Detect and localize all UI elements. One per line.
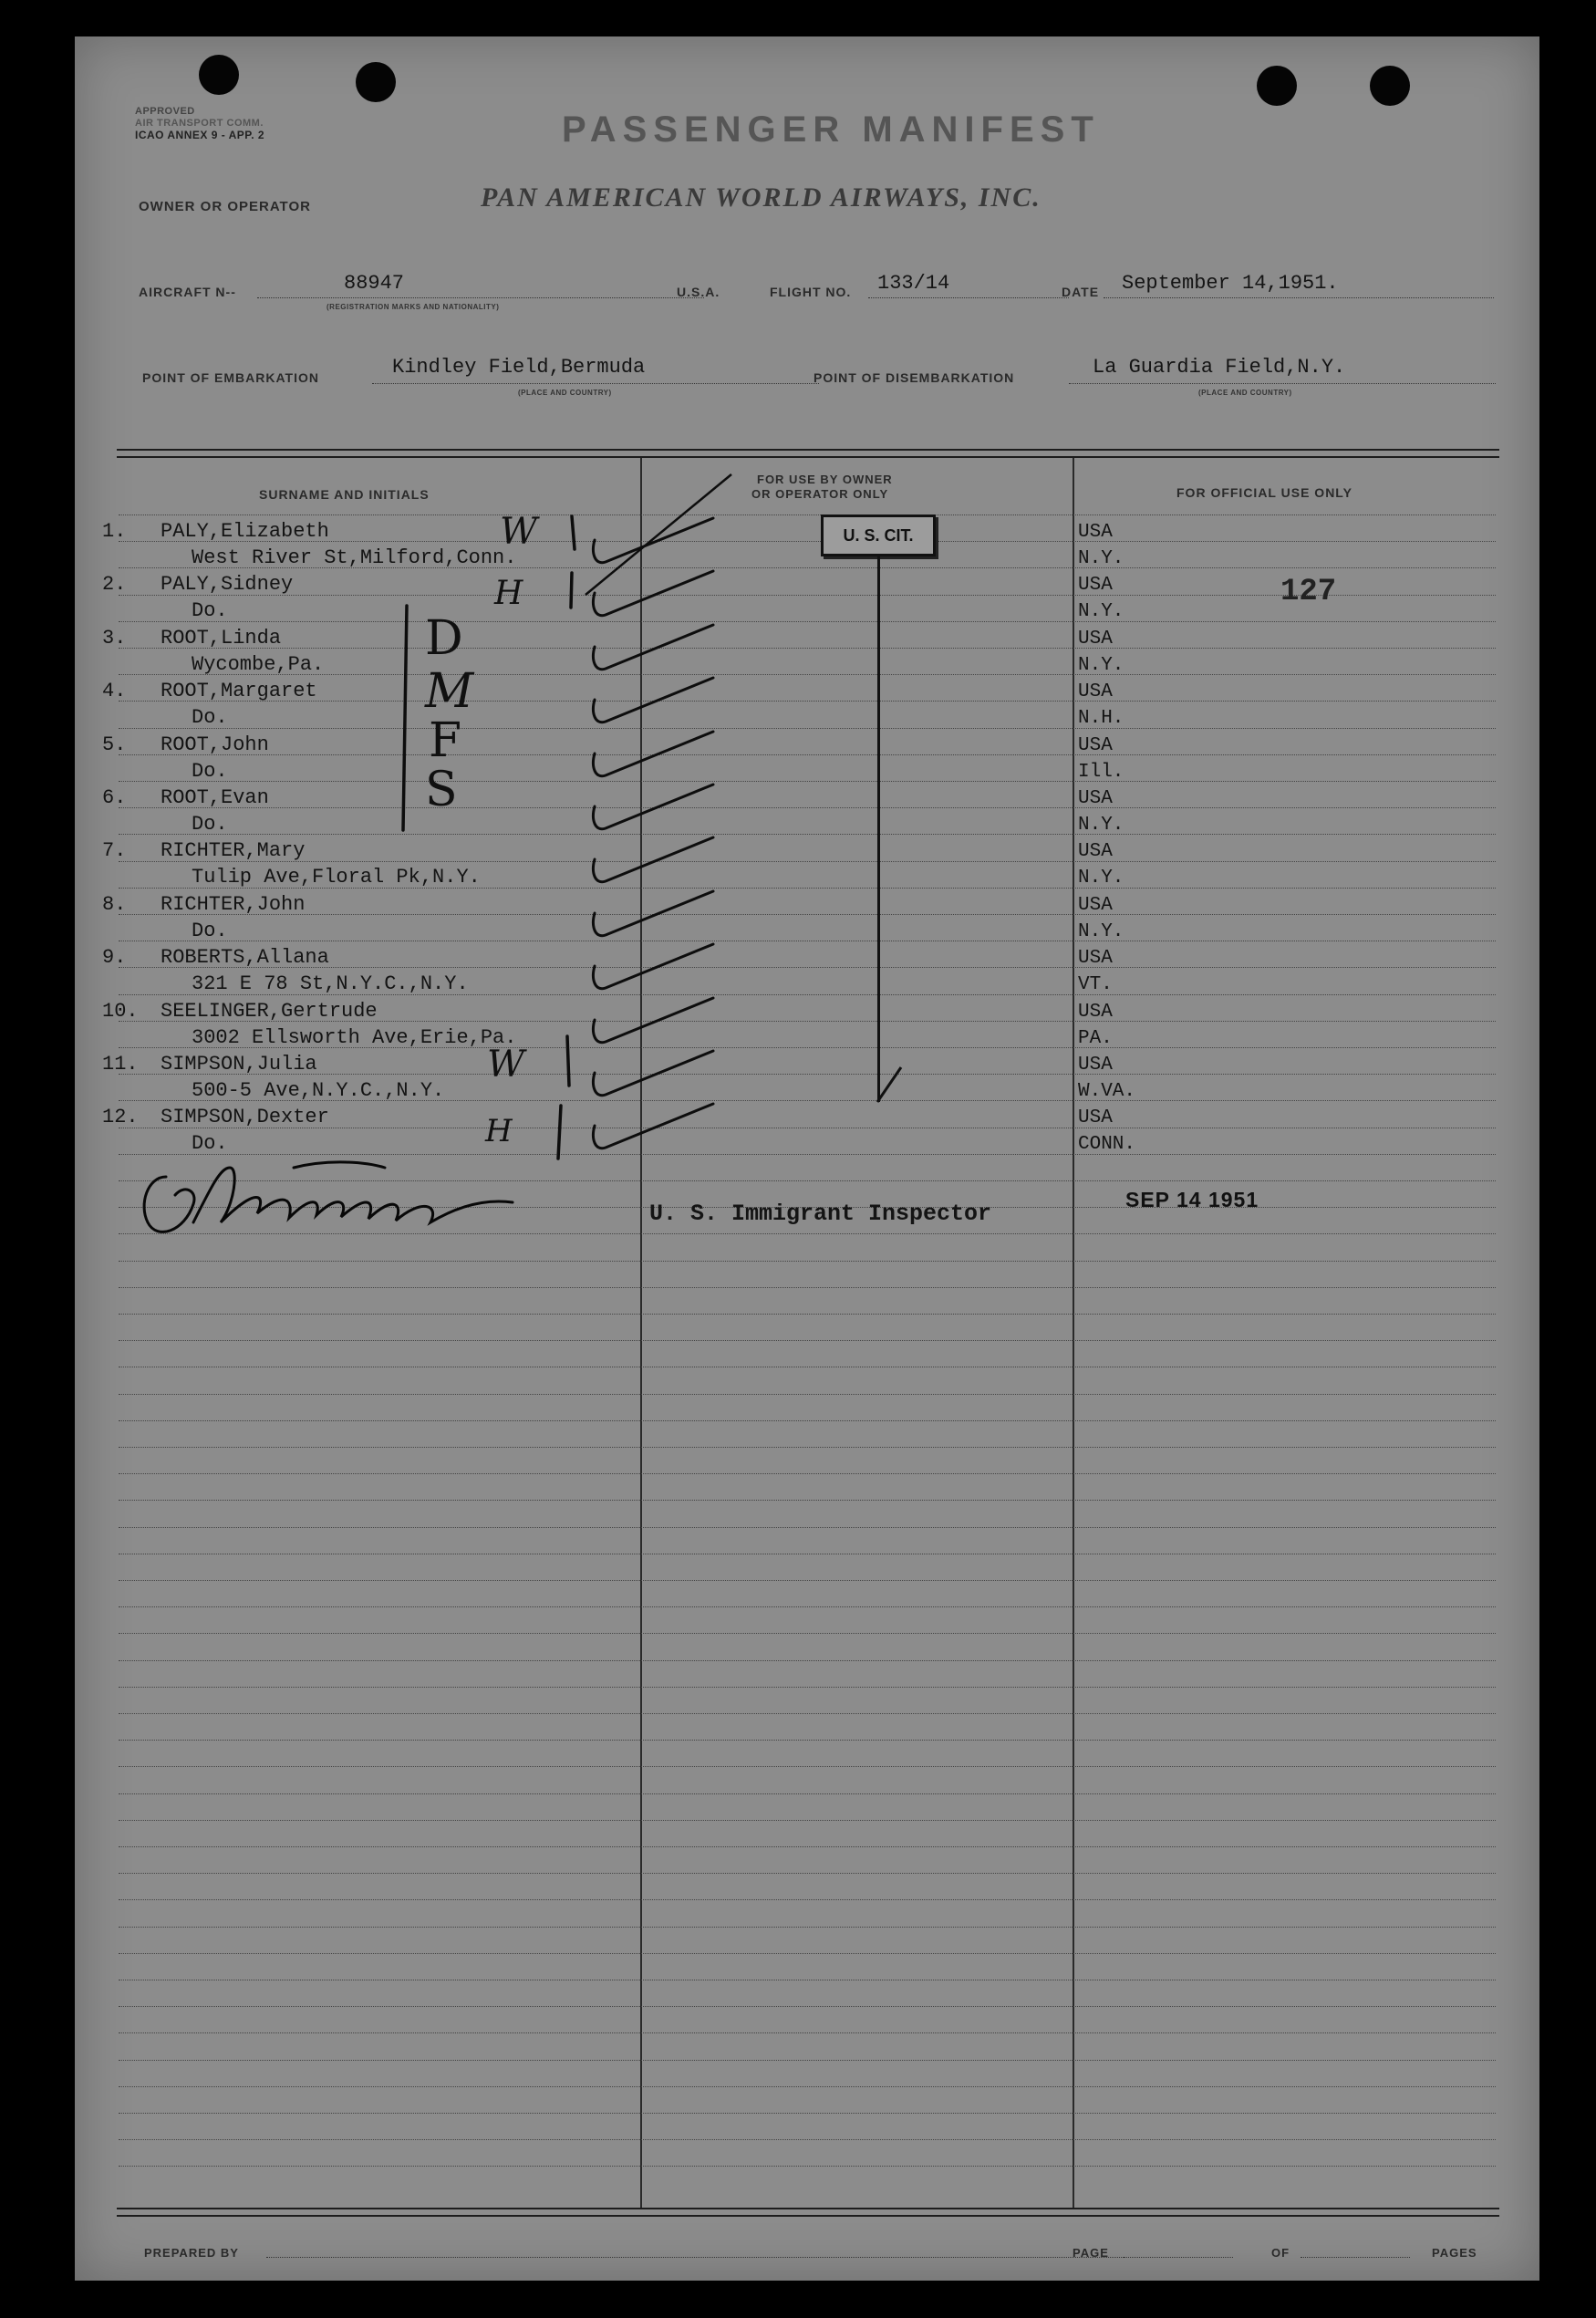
column-header-surname: SURNAME AND INITIALS [259, 487, 430, 502]
passenger-number: 11. [102, 1053, 139, 1076]
passenger-number: 12. [102, 1106, 139, 1128]
date-label: DATE [1062, 285, 1100, 299]
check-mark [594, 785, 714, 829]
passenger-address: West River St,Milford,Conn. [192, 546, 517, 569]
page-line [1124, 2257, 1233, 2258]
ruled-line [119, 1606, 1496, 1607]
check-mark [594, 891, 714, 936]
of-label: OF [1271, 2246, 1290, 2260]
passenger-number: 4. [102, 680, 127, 702]
passenger-citizenship: USA [1078, 575, 1113, 596]
passenger-number: 1. [102, 520, 127, 543]
passenger-state: VT. [1078, 974, 1113, 995]
ruled-line [119, 1660, 1496, 1661]
check-mark [594, 944, 714, 989]
signature [130, 1149, 640, 1250]
ruled-line [119, 1927, 1496, 1928]
ruled-line [119, 2139, 1496, 2140]
of-line [1301, 2257, 1410, 2258]
passenger-address: Do. [192, 706, 228, 729]
passenger-address: Do. [192, 813, 228, 836]
ruled-line [119, 1473, 1496, 1474]
passenger-citizenship: USA [1078, 522, 1113, 543]
embark-value: Kindley Field,Bermuda [392, 356, 646, 379]
mark-h1: H [494, 575, 523, 612]
passenger-state: N.Y. [1078, 815, 1124, 836]
passenger-citizenship: USA [1078, 629, 1113, 650]
passenger-citizenship: USA [1078, 841, 1113, 862]
passenger-name: PALY,Elizabeth [161, 520, 329, 543]
passenger-citizenship: USA [1078, 1002, 1113, 1023]
passenger-citizenship: USA [1078, 1107, 1113, 1128]
ruled-line [119, 2032, 1496, 2033]
ruled-line [119, 1580, 1496, 1581]
passenger-citizenship: USA [1078, 735, 1113, 756]
ruled-line [119, 1713, 1496, 1714]
passenger-name: ROOT,Linda [161, 627, 282, 650]
ruled-line [119, 1340, 1496, 1341]
passenger-citizenship: USA [1078, 788, 1113, 809]
passenger-number: 2. [102, 573, 127, 596]
ruled-line [119, 2166, 1496, 2167]
passenger-number: 10. [102, 1000, 139, 1023]
embark-place-note: (PLACE AND COUNTRY) [518, 389, 612, 397]
ruled-line [119, 2060, 1496, 2061]
disembark-value: La Guardia Field,N.Y. [1093, 356, 1346, 379]
ruled-line [119, 1846, 1496, 1847]
passenger-name: ROOT,Margaret [161, 680, 317, 702]
disembark-label: POINT OF DISEMBARKATION [814, 370, 1015, 385]
passenger-address: Do. [192, 760, 228, 783]
date-value: September 14,1951. [1122, 272, 1339, 295]
passenger-state: W.VA. [1078, 1081, 1136, 1102]
check-mark [594, 1104, 714, 1149]
mark-m: M [425, 664, 474, 719]
passenger-name: ROOT,Evan [161, 786, 269, 809]
mark-w1: W [500, 511, 538, 553]
passenger-state: N.Y. [1078, 548, 1124, 569]
passenger-state: N.Y. [1078, 868, 1124, 889]
ruled-line [119, 1873, 1496, 1874]
check-mark [594, 998, 714, 1043]
ruled-line [119, 1953, 1496, 1954]
passenger-citizenship: USA [1078, 948, 1113, 969]
passenger-citizenship: USA [1078, 1055, 1113, 1076]
passenger-number: 8. [102, 893, 127, 916]
embark-label: POINT OF EMBARKATION [142, 370, 319, 385]
mark-w2: W [487, 1044, 525, 1086]
check-mark [594, 678, 714, 722]
official-number: 127 [1280, 575, 1337, 609]
check-mark [594, 837, 714, 882]
flight-value: 133/14 [877, 272, 950, 295]
passenger-name: RICHTER,Mary [161, 839, 306, 862]
passenger-address: Do. [192, 1132, 228, 1155]
ruled-line [119, 1500, 1496, 1501]
column-header-owner-use-2: OR OPERATOR ONLY [751, 487, 889, 501]
ruled-line [119, 1740, 1496, 1741]
disembark-place-note: (PLACE AND COUNTRY) [1198, 389, 1292, 397]
passenger-number: 3. [102, 627, 127, 650]
check-mark [594, 732, 714, 776]
owner-label: OWNER OR OPERATOR [139, 199, 311, 214]
passenger-state: CONN. [1078, 1134, 1136, 1155]
approval-line-2: AIR TRANSPORT COMM. [135, 118, 264, 129]
mark-s: S [425, 763, 458, 817]
owner-value: PAN AMERICAN WORLD AIRWAYS, INC. [481, 182, 1042, 213]
approval-line-1: APPROVED [135, 106, 195, 117]
aircraft-label: AIRCRAFT N-- [139, 285, 236, 299]
passenger-name: ROOT,John [161, 733, 269, 756]
inspector-label: U. S. Immigrant Inspector [649, 1201, 992, 1227]
passenger-number: 7. [102, 839, 127, 862]
table-bottom-rule [117, 2215, 1499, 2217]
passenger-address: 500-5 Ave,N.Y.C.,N.Y. [192, 1079, 445, 1102]
ruled-line [119, 1314, 1496, 1315]
passenger-address: Do. [192, 920, 228, 942]
ruled-line [119, 1420, 1496, 1421]
passenger-citizenship: USA [1078, 681, 1113, 702]
nationality: U.S.A. [677, 285, 720, 299]
aircraft-value: 88947 [344, 272, 405, 295]
us-citizen-stamp-text: U. S. CIT. [843, 526, 914, 545]
passenger-name: RICHTER,John [161, 893, 306, 916]
passenger-name: SIMPSON,Julia [161, 1053, 317, 1076]
passenger-number: 5. [102, 733, 127, 756]
check-mark [594, 1051, 714, 1096]
ruled-line [119, 1394, 1496, 1395]
ruled-line [119, 1820, 1496, 1821]
passenger-state: N.Y. [1078, 655, 1124, 676]
ruled-line [119, 1527, 1496, 1528]
date-stamp: SEP 14 1951 [1125, 1188, 1259, 1211]
ruled-line [119, 2113, 1496, 2114]
passenger-state: N.Y. [1078, 921, 1124, 942]
table-bottom-rule [117, 2208, 1499, 2209]
ruled-line [119, 1447, 1496, 1448]
passenger-name: SEELINGER,Gertrude [161, 1000, 378, 1023]
passenger-state: N.H. [1078, 708, 1124, 729]
column-header-official: FOR OFFICIAL USE ONLY [1176, 485, 1352, 500]
page-title: PASSENGER MANIFEST [562, 109, 1100, 150]
ruled-line [119, 2086, 1496, 2087]
passenger-name: ROBERTS,Allana [161, 946, 329, 969]
check-mark [594, 625, 714, 670]
column-header-owner-use: FOR USE BY OWNER [757, 473, 893, 486]
passenger-address: Wycombe,Pa. [192, 653, 325, 676]
ruled-line [119, 1766, 1496, 1767]
passenger-state: N.Y. [1078, 601, 1124, 622]
mark-h2: H [485, 1113, 513, 1149]
icao-reference: ICAO ANNEX 9 - APP. 2 [135, 129, 265, 141]
passenger-address: Do. [192, 599, 228, 622]
passenger-number: 6. [102, 786, 127, 809]
check-mark [594, 571, 714, 616]
page-label: PAGE [1073, 2246, 1109, 2260]
ruled-line [119, 1899, 1496, 1900]
prepared-by-line [266, 2257, 1142, 2258]
registration-note: (REGISTRATION MARKS AND NATIONALITY) [326, 303, 500, 311]
flight-label: FLIGHT NO. [770, 285, 852, 299]
passenger-address: Tulip Ave,Floral Pk,N.Y. [192, 866, 481, 889]
handwritten-checks [75, 36, 1539, 1314]
passenger-address: 3002 Ellsworth Ave,Erie,Pa. [192, 1026, 517, 1049]
manifest-sheet [75, 36, 1539, 2281]
ruled-line [119, 1687, 1496, 1688]
passenger-number: 9. [102, 946, 127, 969]
passenger-state: Ill. [1078, 762, 1124, 783]
prepared-by-label: PREPARED BY [144, 2246, 239, 2260]
ruled-line [119, 1633, 1496, 1634]
mark-d: D [425, 611, 463, 666]
passenger-address: 321 E 78 St,N.Y.C.,N.Y. [192, 972, 469, 995]
mark-f: F [429, 713, 462, 768]
passenger-name: PALY,Sidney [161, 573, 294, 596]
ruled-line [119, 2006, 1496, 2007]
passenger-citizenship: USA [1078, 895, 1113, 916]
ruled-line [119, 1793, 1496, 1794]
passenger-state: PA. [1078, 1028, 1113, 1049]
pages-label: PAGES [1432, 2246, 1477, 2260]
passenger-name: SIMPSON,Dexter [161, 1106, 329, 1128]
